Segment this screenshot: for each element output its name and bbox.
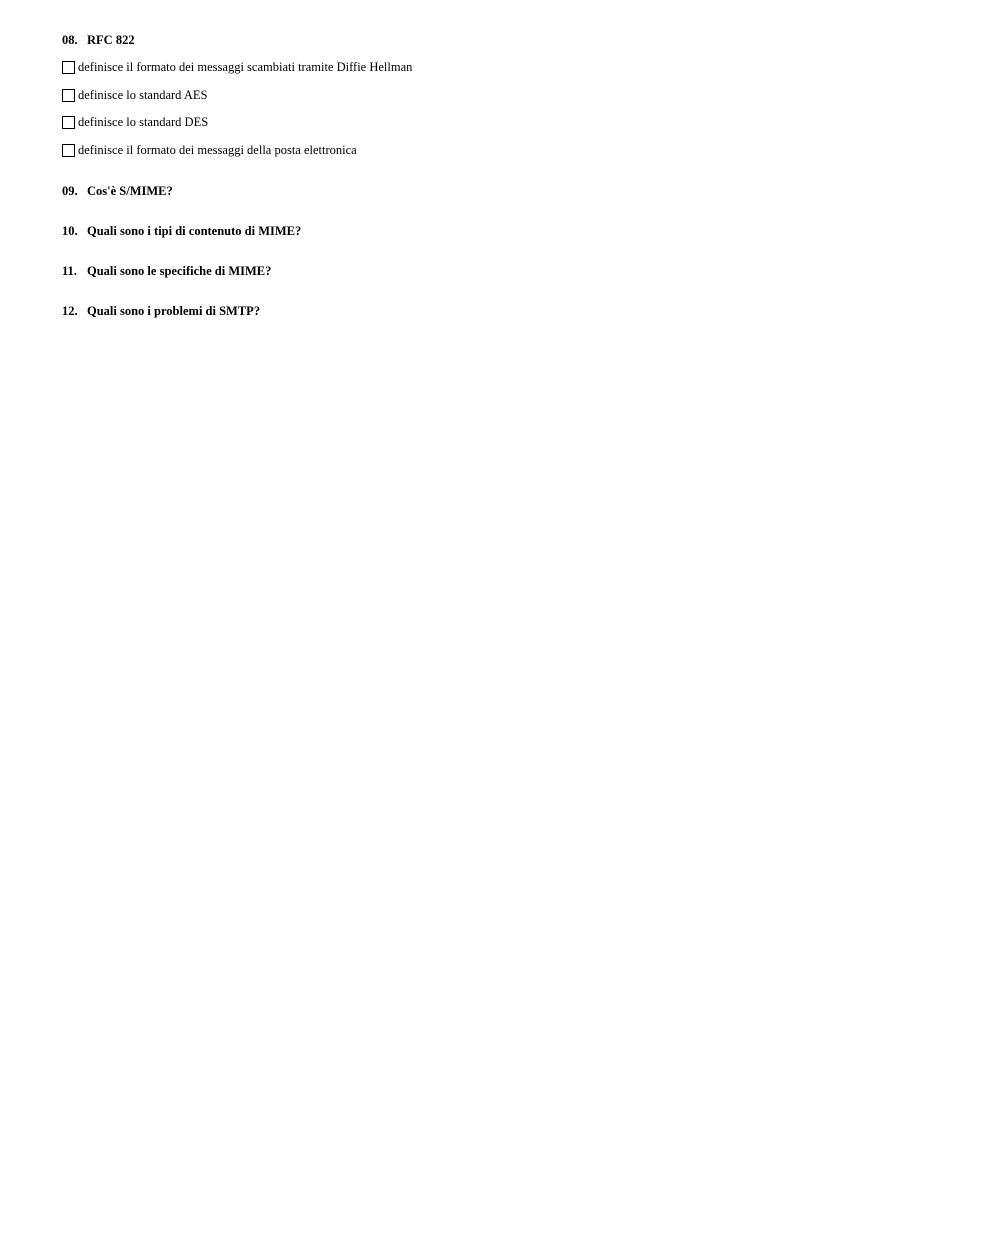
question-11 <box>62 263 271 279</box>
question-number: 08. <box>62 33 78 47</box>
answer-option-text: definisce lo standard DES <box>78 115 209 129</box>
question-text: RFC 822 <box>87 33 135 47</box>
question-08 <box>62 32 135 48</box>
question-text: Quali sono i tipi di contenuto di MIME? <box>87 224 302 238</box>
question-text: Quali sono le specifiche di MIME? <box>87 264 272 278</box>
question-text: Quali sono i problemi di SMTP? <box>87 304 261 318</box>
answer-checkbox[interactable] <box>62 116 75 129</box>
question-text: Cos'è S/MIME? <box>87 184 173 198</box>
answer-option-2[interactable] <box>62 87 208 103</box>
question-09 <box>62 183 173 199</box>
question-number: 09. <box>62 184 78 198</box>
answer-option-text: definisce lo standard AES <box>78 88 208 102</box>
answer-option-3[interactable] <box>62 114 208 130</box>
answer-checkbox[interactable] <box>62 89 75 102</box>
answer-checkbox[interactable] <box>62 61 75 74</box>
answer-option-4[interactable] <box>62 142 357 158</box>
answer-checkbox[interactable] <box>62 144 75 157</box>
answer-option-text: definisce il formato dei messaggi scambiati tramite Diffie Hellman <box>78 60 413 74</box>
question-number: 11. <box>62 264 77 278</box>
question-number: 12. <box>62 304 78 318</box>
question-12 <box>62 303 260 319</box>
answer-option-text: definisce il formato dei messaggi della posta elettronica <box>78 143 357 157</box>
question-number: 10. <box>62 224 78 238</box>
answer-option-1[interactable] <box>62 59 412 75</box>
question-10 <box>62 223 301 239</box>
